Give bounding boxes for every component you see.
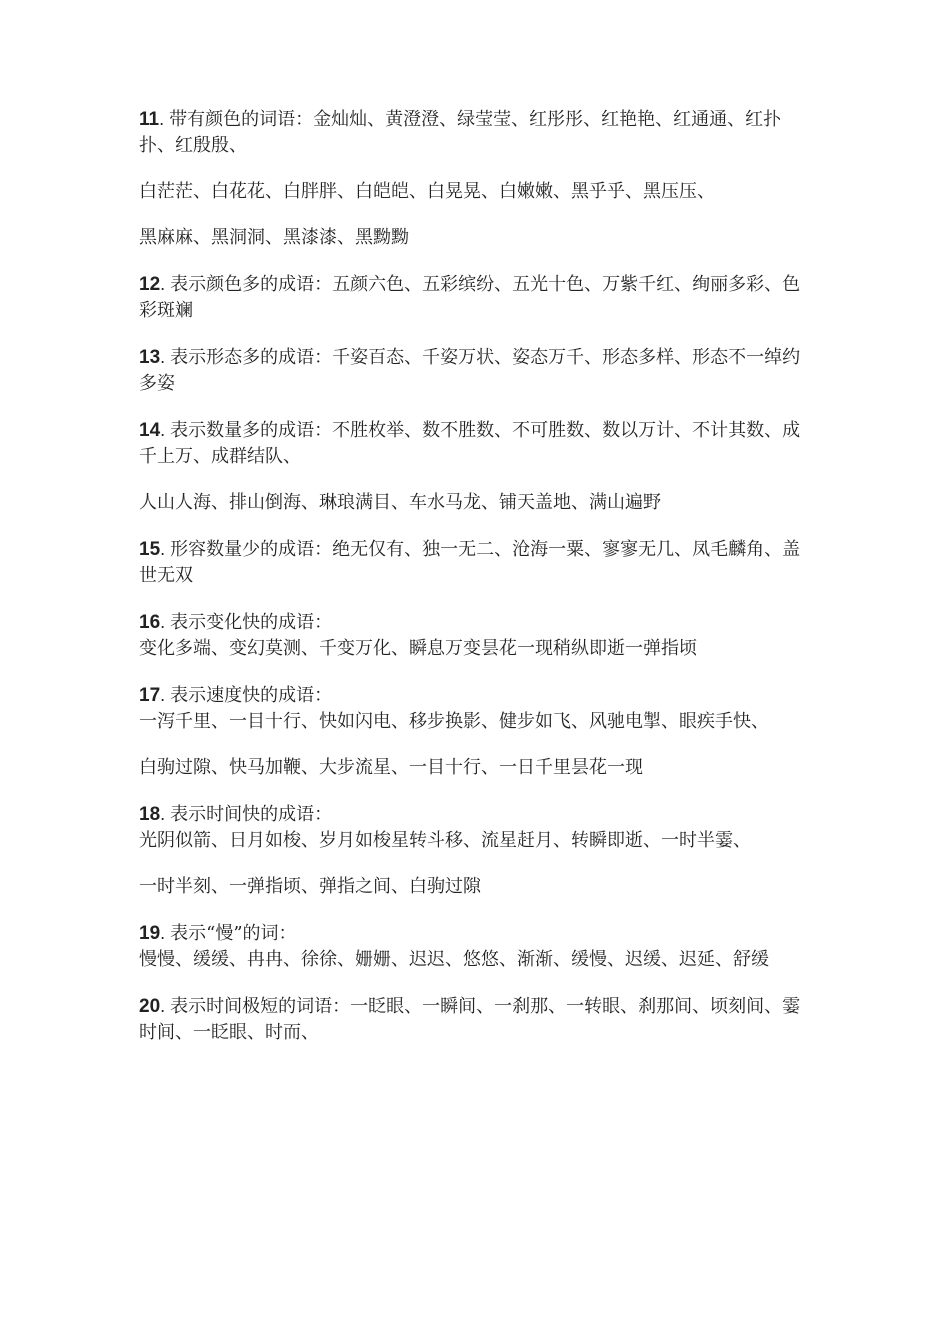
item-label: 表示形态多的成语： bbox=[170, 347, 333, 368]
item-label: 表示时间极短的词语： bbox=[170, 996, 351, 1017]
item-text: 慢慢、缓缓、冉冉、徐徐、姗姗、迟迟、悠悠、渐渐、缓慢、迟缓、迟延、舒缓 bbox=[139, 949, 769, 970]
item-19: 19. 表示“慢”的词： 慢慢、缓缓、冉冉、徐徐、姗姗、迟迟、悠悠、渐渐、缓慢、迟缓、迟延、舒缓 bbox=[139, 920, 804, 973]
item-number: 18 bbox=[139, 804, 161, 825]
item-number: 17 bbox=[139, 685, 161, 706]
item-label: 表示数量多的成语： bbox=[170, 420, 333, 441]
item-number: 13 bbox=[139, 347, 161, 368]
item-label: 表示速度快的成语： bbox=[170, 685, 333, 706]
item-text: 金灿灿、黄澄澄、绿莹莹、红彤彤、红艳艳、红通通、红扑扑、红殷殷、 bbox=[139, 109, 782, 156]
item-label: 表示“慢”的词： bbox=[170, 923, 297, 944]
item-17: 17. 表示速度快的成语： 一泻千里、一目十行、快如闪电、移步换影、健步如飞、风驰电掣、眼疾手快、 bbox=[139, 682, 804, 735]
item-13: 13. 表示形态多的成语：千姿百态、千姿万状、姿态万千、形态多样、形态不一绰约多姿 bbox=[139, 347, 801, 394]
item-text: 千姿百态、千姿万状、姿态万千、形态多样、形态不一绰约多姿 bbox=[139, 347, 801, 394]
item-number: 20 bbox=[139, 996, 161, 1017]
item-text: 一眨眼、一瞬间、一刹那、一转眼、刹那间、顷刻间、霎时间、一眨眼、时而、 bbox=[139, 996, 801, 1043]
item-label: 表示变化快的成语： bbox=[170, 612, 333, 633]
item-label: 形容数量少的成语： bbox=[170, 539, 333, 560]
item-text: 变化多端、变幻莫测、千变万化、瞬息万变昙花一现稍纵即逝一弹指顷 bbox=[139, 638, 697, 659]
item-text: 黑麻麻、黑洞洞、黑漆漆、黑黝黝 bbox=[139, 227, 409, 248]
item-17-continued bbox=[139, 755, 804, 781]
item-12: 12. 表示颜色多的成语：五颜六色、五彩缤纷、五光十色、万紫千红、绚丽多彩、色彩斑斓 bbox=[139, 274, 801, 321]
item-14-continued bbox=[139, 490, 804, 516]
item-18-continued bbox=[139, 874, 804, 900]
item-text: 五颜六色、五彩缤纷、五光十色、万紫千红、绚丽多彩、色彩斑斓 bbox=[139, 274, 801, 321]
item-text: 人山人海、排山倒海、琳琅满目、车水马龙、铺天盖地、满山遍野 bbox=[139, 492, 661, 513]
item-11-continued-1 bbox=[139, 179, 804, 205]
document-body bbox=[139, 106, 804, 1066]
item-15: 15. 形容数量少的成语：绝无仅有、独一无二、沧海一粟、寥寥无几、凤毛麟角、盖世无双 bbox=[139, 539, 801, 586]
item-11-continued-2 bbox=[139, 225, 804, 251]
item-number: 14 bbox=[139, 420, 161, 441]
item-number: 19 bbox=[139, 923, 161, 944]
item-number: 12 bbox=[139, 274, 161, 295]
item-number: 15 bbox=[139, 539, 161, 560]
item-text: 白茫茫、白花花、白胖胖、白皑皑、白晃晃、白嫩嫩、黑乎乎、黑压压、 bbox=[139, 181, 715, 202]
item-text: 光阴似箭、日月如梭、岁月如梭星转斗移、流星赶月、转瞬即逝、一时半霎、 bbox=[139, 830, 751, 851]
item-text: 不胜枚举、数不胜数、不可胜数、数以万计、不计其数、成千上万、成群结队、 bbox=[139, 420, 801, 467]
item-text: 一时半刻、一弹指顷、弹指之间、白驹过隙 bbox=[139, 876, 481, 897]
item-16: 16. 表示变化快的成语： 变化多端、变幻莫测、千变万化、瞬息万变昙花一现稍纵即逝一弹指顷 bbox=[139, 609, 804, 662]
item-text: 一泻千里、一目十行、快如闪电、移步换影、健步如飞、风驰电掣、眼疾手快、 bbox=[139, 711, 769, 732]
item-number: 16 bbox=[139, 612, 161, 633]
item-14: 14. 表示数量多的成语：不胜枚举、数不胜数、不可胜数、数以万计、不计其数、成千上万、成群结队、 bbox=[139, 420, 801, 467]
item-20: 20. 表示时间极短的词语：一眨眼、一瞬间、一刹那、一转眼、刹那间、顷刻间、霎时间、一眨眼、时而、 bbox=[139, 996, 801, 1043]
item-text: 白驹过隙、快马加鞭、大步流星、一目十行、一日千里昙花一现 bbox=[139, 757, 643, 778]
item-number: 11 bbox=[139, 109, 160, 130]
item-text: 绝无仅有、独一无二、沧海一粟、寥寥无几、凤毛麟角、盖世无双 bbox=[139, 539, 801, 586]
item-label: 表示时间快的成语： bbox=[170, 804, 333, 825]
item-18: 18. 表示时间快的成语： 光阴似箭、日月如梭、岁月如梭星转斗移、流星赶月、转瞬即逝、一时半霎、 bbox=[139, 801, 804, 854]
item-label: 带有颜色的词语： bbox=[169, 109, 314, 130]
item-label: 表示颜色多的成语： bbox=[170, 274, 333, 295]
item-11: 11. 带有颜色的词语：金灿灿、黄澄澄、绿莹莹、红彤彤、红艳艳、红通通、红扑扑、红殷殷、 bbox=[139, 109, 782, 156]
